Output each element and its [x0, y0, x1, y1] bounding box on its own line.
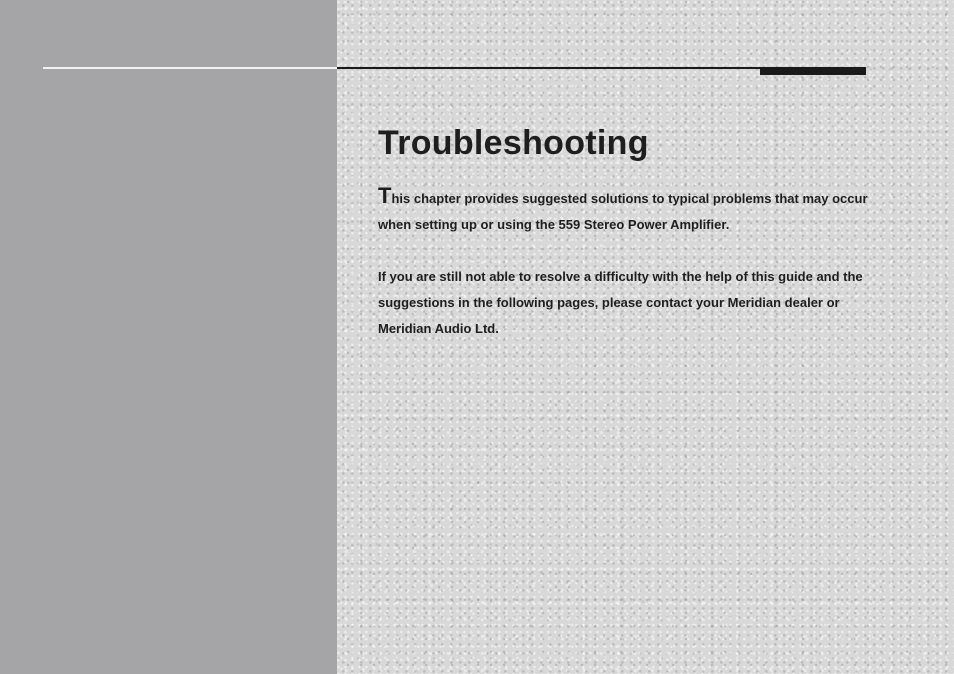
chapter-title: Troubleshooting: [378, 124, 649, 162]
left-margin-panel: [0, 0, 337, 674]
intro-paragraph: [378, 185, 868, 238]
intro-text: his chapter provides suggested solutions to typical problems that may occur when setting up or using the 559 Stereo Power Amplifier.: [378, 191, 868, 232]
drop-cap: T: [378, 183, 392, 208]
body-paragraph: If you are still not able to resolve a difficulty with the help of this guide and the suggestions in the following pages, please contact your Meridian dealer or Meridian Audio Ltd.: [378, 269, 863, 336]
header-rule-light: [43, 67, 337, 69]
header-rule-tab: [760, 68, 866, 75]
